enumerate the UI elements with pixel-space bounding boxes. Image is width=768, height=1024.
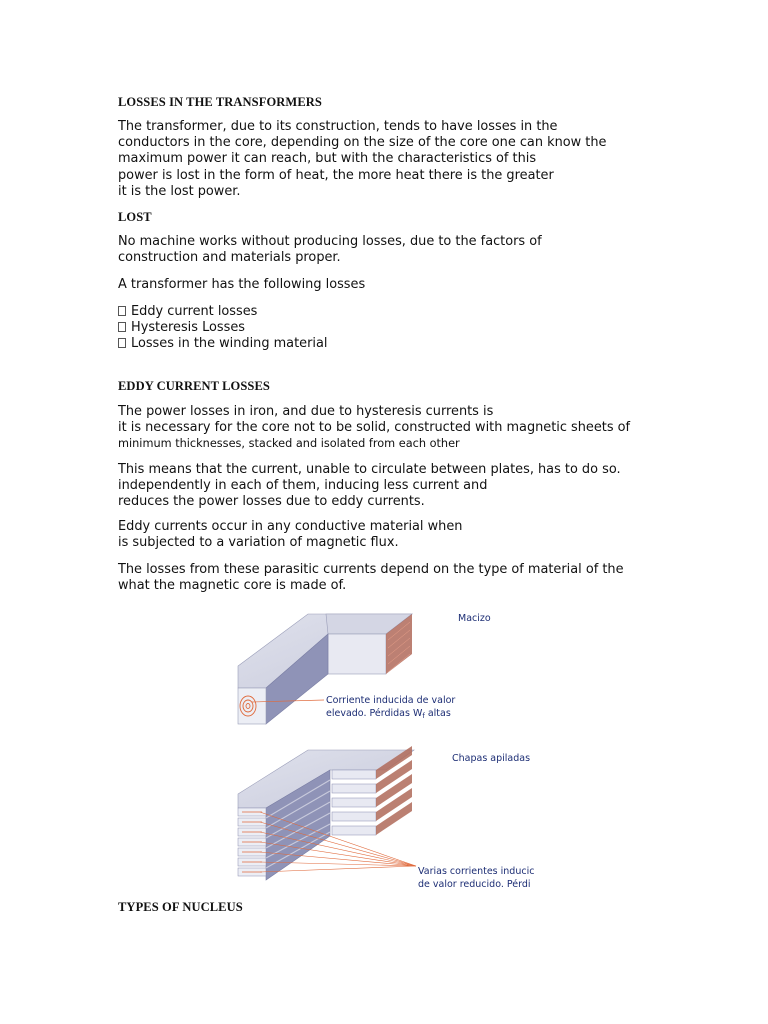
paragraph-lost-intro: A transformer has the following losses: [118, 277, 366, 292]
text-line: maximum power it can reach, but with the characteristics of this: [118, 151, 537, 167]
text-line: is subjected to a variation of magnetic flux.: [118, 535, 399, 551]
heading-types-of-nucleus: TYPES OF NUCLEUS: [118, 900, 243, 914]
text-line: it is necessary for the core not to be solid, constructed with magnetic sheets of: [118, 420, 631, 436]
text-line: This means that the current, unable to circulate between plates, has to do so.: [118, 462, 621, 477]
solid-caption-tail: altas: [424, 708, 451, 719]
heading-losses: LOSSES IN THE TRANSFORMERS: [118, 95, 322, 109]
bullet-box-icon: [118, 306, 126, 316]
core-illustration: [236, 604, 540, 894]
heading-lost: LOST: [118, 210, 152, 224]
solid-caption-line1: Corriente inducida de valor: [326, 695, 456, 706]
list-item: [118, 320, 327, 336]
bullet-list: [118, 304, 327, 353]
heading-eddy-current-losses: EDDY CURRENT LOSSES: [118, 379, 270, 393]
paragraph-losses: [118, 119, 606, 200]
text-line: conductors in the core, depending on the size of the core one can know the: [118, 135, 607, 151]
paragraph-lost: [118, 234, 542, 266]
paragraph-eddy-4: [118, 562, 624, 594]
bullet-box-icon: [118, 322, 126, 332]
solid-arm-front: [328, 634, 386, 674]
solid-caption-text: elevado. Pérdidas W: [326, 708, 423, 719]
paragraph-eddy-1: [118, 404, 630, 453]
text-line: it is the lost power.: [118, 183, 241, 199]
text-line: what the magnetic core is made of.: [118, 578, 347, 594]
stacked-arm-sheets: [332, 770, 376, 835]
core-comparison-figure: [236, 604, 540, 894]
text-line: The losses from these parasitic currents depend on the type of material of the: [118, 562, 624, 577]
paragraph-eddy-3: [118, 519, 462, 551]
label-solid: Macizo: [458, 613, 491, 624]
text-line: Eddy currents occur in any conductive material when: [118, 519, 463, 534]
list-item: [118, 336, 327, 352]
label-stacked: Chapas apiladas: [452, 753, 531, 764]
solid-caption-line2: [326, 708, 451, 720]
list-item-text: Losses in the winding material: [131, 336, 328, 352]
text-line: The transformer, due to its construction, tends to have losses in the: [118, 119, 558, 134]
list-item: [118, 304, 327, 320]
text-line: independently in each of them, inducing less current and: [118, 478, 488, 494]
stacked-core-block: [238, 746, 416, 880]
solid-front-face: [238, 688, 266, 724]
text-line: reduces the power losses due to eddy currents.: [118, 494, 425, 510]
list-item-text: Hysteresis Losses: [131, 320, 246, 336]
text-line: minimum thicknesses, stacked and isolated from each other: [118, 437, 460, 451]
paragraph-eddy-2: [118, 462, 621, 511]
text-line: No machine works without producing losses, due to the factors of: [118, 234, 542, 249]
stacked-caption-line1: Varias corrientes inducic: [418, 866, 535, 877]
text-line: The power losses in iron, and due to hysteresis currents is: [118, 404, 494, 419]
solid-caption-subscript: f: [422, 712, 425, 720]
text-line: power is lost in the form of heat, the more heat there is the greater: [118, 167, 554, 183]
bullet-box-icon: [118, 338, 126, 348]
text-line: construction and materials proper.: [118, 250, 341, 266]
stacked-caption-line2: de valor reducido. Pérdi: [418, 879, 531, 890]
list-item-text: Eddy current losses: [131, 304, 258, 319]
